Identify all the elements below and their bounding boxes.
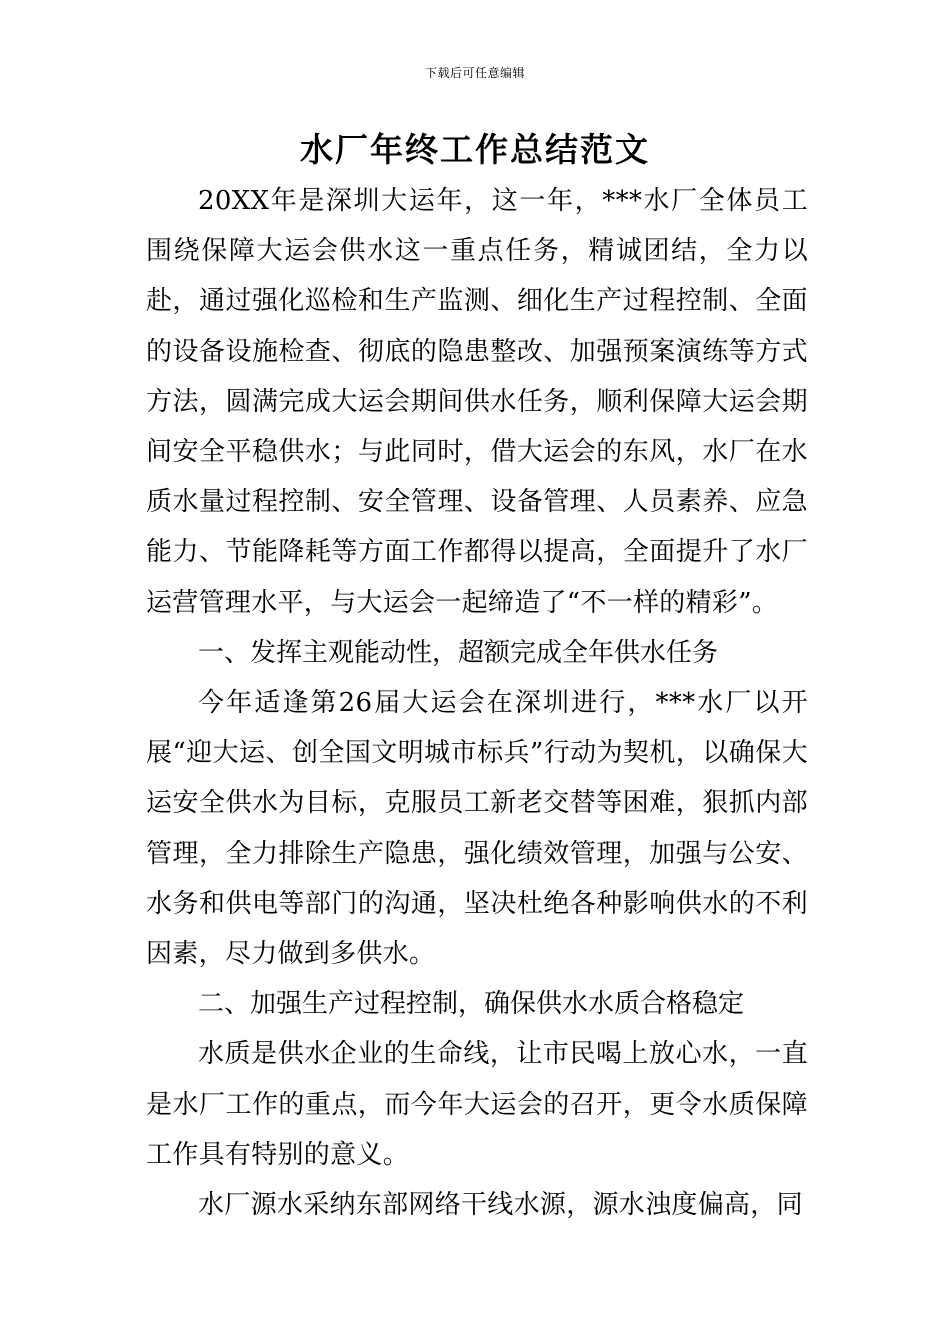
section-heading-1: 一、发挥主观能动性，超额完成全年供水任务	[198, 637, 719, 668]
section-heading-2: 二、加强生产过程控制，确保供水水质合格稳定	[198, 989, 745, 1020]
paragraph-section-2a: 水质是供水企业的生命线，让市民喝上放心水，一直是水厂工作的重点，而今年大运会的召开，更令水质保障工作具有特别的意义。	[146, 1039, 808, 1170]
header-note: 下载后可任意编辑	[424, 66, 525, 80]
paragraph-section-1: 今年适逢第26届大运会在深圳进行，***水厂以开展“迎大运、创全国文明城市标兵”行动为契机，以确保大运安全供水为目标，克服员工新老交替等困难，狠抓内部管理，全力排除生产隐患，强化绩效管理，加强与公安、水务和供电等部门的沟通，坚决杜绝各种影响供水的不利因素，尽力做到多供水。	[146, 688, 808, 970]
document-body	[146, 176, 808, 1230]
paragraph-intro: 20XX年是深圳大运年，这一年，***水厂全体员工围绕保障大运会供水这一重点任务，精诚团结，全力以赴，通过强化巡检和生产监测、细化生产过程控制、全面的设备设施检查、彻底的隐患整改、加强预案演练等方式方法，圆满完成大运会期间供水任务，顺利保障大运会期间安全平稳供水；与此同时，借大运会的东风，水厂在水质水量过程控制、安全管理、设备管理、人员素养、应急能力、节能降耗等方面工作都得以提高，全面提升了水厂运营管理水平，与大运会一起缔造了“不一样的精彩”。	[146, 186, 808, 618]
document-title: 水厂年终工作总结范文	[300, 130, 650, 169]
paragraph-section-2b: 水厂源水采纳东部网络干线水源，源水浊度偏高，同	[198, 1190, 803, 1221]
